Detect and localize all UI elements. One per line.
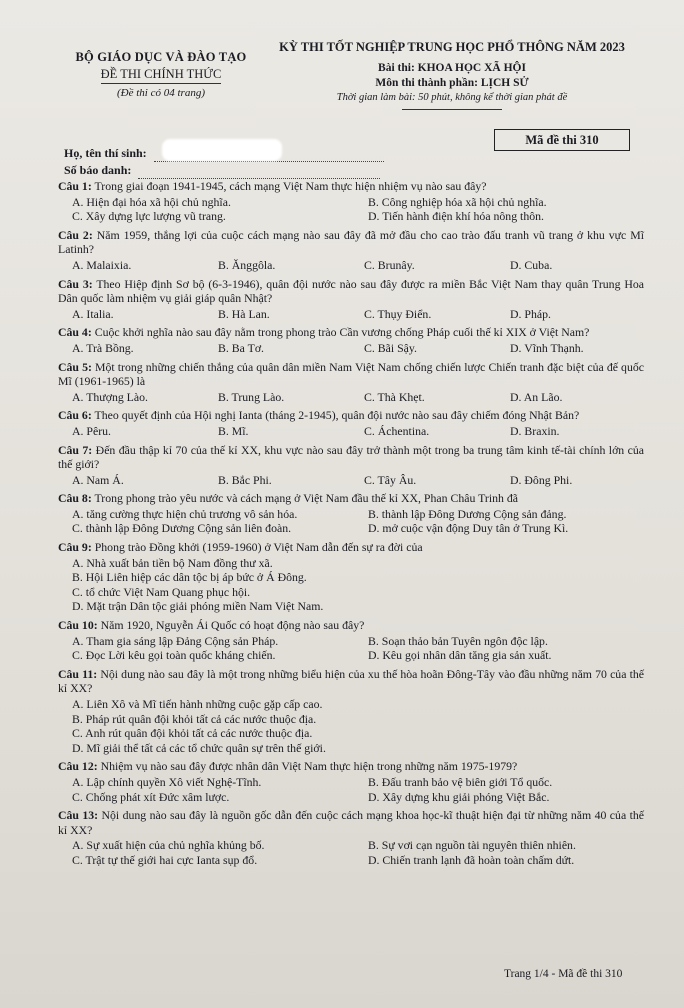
redaction-blur [162, 139, 282, 161]
answer-option: D. Braxin. [510, 423, 560, 438]
question [58, 443, 644, 488]
answer-option: D. Chiến tranh lạnh đã hoàn toàn chấm dứt. [368, 852, 575, 867]
answer-options [58, 634, 644, 663]
question-number: Câu 13: [58, 808, 99, 823]
question-stem [58, 179, 644, 194]
answer-options [58, 697, 644, 755]
question-stem [58, 360, 644, 389]
answer-option: C. Brunây. [364, 257, 415, 272]
question-number: Câu 2: [58, 227, 93, 242]
question-text: Năm 1920, Nguyễn Ái Quốc có hoạt động nào sau đây? [100, 618, 365, 633]
answer-option: B. Đấu tranh bảo vệ biên giới Tổ quốc. [368, 774, 553, 789]
question-stem [58, 491, 644, 506]
answer-option: D. Pháp. [510, 306, 551, 321]
answer-option: D. mở cuộc vận động Duy tân ở Trung Kì. [368, 521, 569, 536]
answer-option: C. thành lập Đông Dương Cộng sản liên đoàn. [72, 521, 292, 536]
answer-options [58, 258, 644, 273]
question-stem [58, 443, 644, 472]
exam-code-box: Mã đề thi 310 [494, 129, 630, 151]
subject-name: Môn thi thành phần: LỊCH SỬ [375, 77, 529, 89]
question-number: Câu 11: [58, 666, 98, 681]
answer-option: A. Trà Bồng. [72, 340, 134, 355]
question-text: Theo Hiệp định Sơ bộ (6-3-1946), quân đội nước nào sau đây được ra miền Bắc Việt Nam thay quân Trung Hoa Dân quốc làm nhiệm vụ giải giáp quân Nhật? [58, 276, 644, 306]
question [58, 491, 644, 536]
question-number: Câu 6: [58, 408, 92, 423]
answer-option: A. Nhà xuất bản tiền bộ Nam đồng thư xã. [72, 555, 273, 570]
answer-option: C. Thụy Điển. [364, 306, 432, 321]
answer-option: C. Chống phát xít Đức xâm lược. [72, 789, 230, 804]
question-number: Câu 8: [58, 491, 92, 506]
answer-option: A. tăng cường thực hiện chủ trương vô sản hóa. [72, 506, 298, 521]
question [58, 618, 644, 663]
answer-options [58, 507, 644, 536]
question-number: Câu 10: [58, 618, 98, 633]
answer-option: D. Vĩnh Thạnh. [510, 340, 584, 355]
answer-option: C. Xây dựng lực lượng vũ trang. [72, 209, 226, 224]
question-text: Theo quyết định của Hội nghị Ianta (tháng 2-1945), quân đội nước nào sau đây chiếm đóng Nhật Bản? [94, 408, 580, 423]
header-left [66, 50, 256, 99]
answer-option: A. Malaixia. [72, 257, 132, 272]
answer-option: D. Mĩ giải thể tất cả các tổ chức quân sự trên thế giới. [72, 740, 326, 755]
question-stem [58, 408, 644, 423]
candidate-name-row [64, 145, 384, 162]
answer-option: D. Tiến hành điện khí hóa nông thôn. [368, 209, 544, 224]
question-text: Năm 1959, thắng lợi của cuộc cách mạng nào sau đây đã mở đầu cho cao trào đấu tranh vũ trang ở khu vực Mĩ Latinh? [58, 227, 644, 257]
question [58, 360, 644, 405]
answer-options [58, 556, 644, 614]
answer-option: C. Thà Khẹt. [364, 389, 425, 404]
question [58, 179, 644, 224]
answer-option: A. Pêru. [72, 423, 111, 438]
answer-options [58, 473, 644, 488]
answer-option: C. Anh rút quân đội khỏi tất cả các nước thuộc địa. [72, 726, 313, 741]
question-stem [58, 540, 644, 555]
answer-option: C. Trật tự thế giới hai cực Ianta sụp đổ. [72, 852, 258, 867]
candidate-name-field [154, 149, 384, 162]
test-name: Bài thi: KHOA HỌC XÃ HỘI [378, 62, 526, 74]
question-text: Nội dung nào sau đây là một trong những biểu hiện của xu thế hòa hoãn Đông-Tây vào đầu những năm 70 của thế kỉ XX? [58, 666, 644, 696]
answer-options [58, 838, 644, 867]
question-text: Trong giai đoạn 1941-1945, cách mạng Việt Nam thực hiện nhiệm vụ nào sau đây? [94, 179, 487, 193]
time-note: Thời gian làm bài: 50 phút, không kể thời gian phát đề [336, 92, 568, 103]
answer-option: B. Mĩ. [218, 423, 249, 438]
question-number: Câu 12: [58, 759, 98, 774]
answer-option: B. Pháp rút quân đội khỏi tất cả các nước thuộc địa. [72, 711, 317, 726]
question-stem [58, 325, 644, 340]
question-stem [58, 618, 644, 633]
question-number: Câu 5: [58, 359, 92, 374]
answer-option: B. Sự vơi cạn nguồn tài nguyên thiên nhiên. [368, 838, 576, 853]
answer-option: A. Sự xuất hiện của chủ nghĩa khủng bố. [72, 838, 265, 853]
official-label: ĐỀ THI CHÍNH THỨC [100, 67, 222, 81]
candidate-name-label: Họ, tên thí sinh: [64, 146, 147, 160]
question-number: Câu 3: [58, 276, 93, 291]
answer-option: B. Công nghiệp hóa xã hội chủ nghĩa. [368, 194, 547, 209]
question-number: Câu 1: [58, 179, 92, 193]
question [58, 808, 644, 867]
header-right [272, 40, 632, 110]
answer-option: D. Xây dựng khu giải phóng Việt Bắc. [368, 789, 550, 804]
answer-option: D. Đông Phi. [510, 472, 573, 487]
answer-option: A. Thượng Lào. [72, 389, 148, 404]
answer-option: C. Tây Âu. [364, 472, 417, 487]
divider [402, 109, 502, 110]
question [58, 325, 644, 355]
answer-option: D. An Lão. [510, 389, 563, 404]
question-number: Câu 9: [58, 540, 92, 555]
question-text: Cuộc khởi nghĩa nào sau đây nằm trong phong trào Cần vương chống Pháp cuối thế kỉ XIX ở Việt Nam? [94, 325, 590, 340]
ministry-name: BỘ GIÁO DỤC VÀ ĐÀO TẠO [75, 50, 247, 64]
answer-option: A. Lập chính quyền Xô viết Nghệ-Tĩnh. [72, 774, 262, 789]
candidate-info [64, 145, 384, 179]
answer-option: C. tổ chức Việt Nam Quang phục hội. [72, 584, 251, 599]
answer-option: B. Soạn thảo bản Tuyên ngôn độc lập. [368, 633, 548, 648]
answer-option: D. Kêu gọi nhân dân tăng gia sản xuất. [368, 648, 552, 663]
answer-option: B. Ba Tơ. [218, 340, 265, 355]
answer-option: A. Tham gia sáng lập Đảng Cộng sản Pháp. [72, 633, 279, 648]
question [58, 277, 644, 322]
answer-options [58, 341, 644, 356]
exam-title: KỲ THI TỐT NGHIỆP TRUNG HỌC PHỔ THÔNG NĂM 2023 [279, 40, 625, 54]
page-footer: Trang 1/4 - Mã đề thi 310 [504, 968, 623, 980]
answer-option: C. Áchentina. [364, 423, 430, 438]
answer-option: B. thành lập Đông Dương Cộng sản đảng. [368, 506, 567, 521]
answer-options [58, 195, 644, 224]
question [58, 408, 644, 438]
answer-option: C. Đọc Lời kêu gọi toàn quốc kháng chiến. [72, 648, 276, 663]
answer-option: B. Hà Lan. [218, 306, 270, 321]
answer-option: A. Italia. [72, 306, 114, 321]
answer-option: B. Ănggôla. [218, 257, 276, 272]
answer-option: D. Mặt trận Dân tộc giải phóng miền Nam Việt Nam. [72, 599, 324, 614]
question-text: Nội dung nào sau đây là nguồn gốc dẫn đến cuộc cách mạng khoa học-kĩ thuật hiện đại từ những năm 40 của thế kỉ XX? [58, 808, 644, 837]
question [58, 540, 644, 614]
answer-option: B. Trung Lào. [218, 389, 285, 404]
answer-options [58, 307, 644, 322]
answer-option: B. Bắc Phi. [218, 472, 272, 487]
question-stem [58, 277, 644, 306]
answer-option: C. Bãi Sậy. [364, 340, 417, 355]
question-list [58, 175, 644, 868]
answer-option: A. Hiện đại hóa xã hội chủ nghĩa. [72, 194, 231, 209]
answer-options [58, 390, 644, 405]
answer-option: A. Nam Á. [72, 472, 124, 487]
question-text: Phong trào Đồng khởi (1959-1960) ở Việt Nam dẫn đến sự ra đời của [94, 540, 423, 555]
pages-note: (Đề thi có 04 trang) [117, 87, 205, 99]
answer-option: A. Liên Xô và Mĩ tiến hành những cuộc gặp cấp cao. [72, 697, 323, 711]
question-number: Câu 4: [58, 325, 92, 340]
question-text: Một trong những chiến thắng của quân dân miền Nam Việt Nam chống chiến lược Chiến tranh đặc biệt của đế quốc Mĩ (1961-1965) là [58, 359, 644, 389]
candidate-id-label: Số báo danh: [64, 163, 132, 177]
question-text: Trong phong trào yêu nước và cách mạng ở Việt Nam đầu thế kỉ XX, Phan Châu Trinh đã [94, 491, 518, 506]
question [58, 667, 644, 756]
question [58, 759, 644, 804]
question-stem [58, 808, 644, 837]
answer-options [58, 775, 644, 804]
question [58, 228, 644, 273]
question-stem [58, 759, 644, 774]
answer-option: D. Cuba. [510, 257, 553, 272]
question-number: Câu 7: [58, 442, 93, 457]
answer-option: B. Hội Liên hiệp các dân tộc bị áp bức ở Á Đông. [72, 570, 307, 585]
divider [101, 83, 221, 84]
question-text: Đến đầu thập kỉ 70 của thế kỉ XX, khu vực nào sau đây trở thành một trong ba trung tâm kinh tế-tài chính lớn của thế giới? [58, 442, 644, 472]
question-text: Nhiệm vụ nào sau đây được nhân dân Việt Nam thực hiện trong những năm 1975-1979? [100, 759, 518, 774]
question-stem [58, 228, 644, 257]
question-stem [58, 667, 644, 696]
answer-options [58, 424, 644, 439]
